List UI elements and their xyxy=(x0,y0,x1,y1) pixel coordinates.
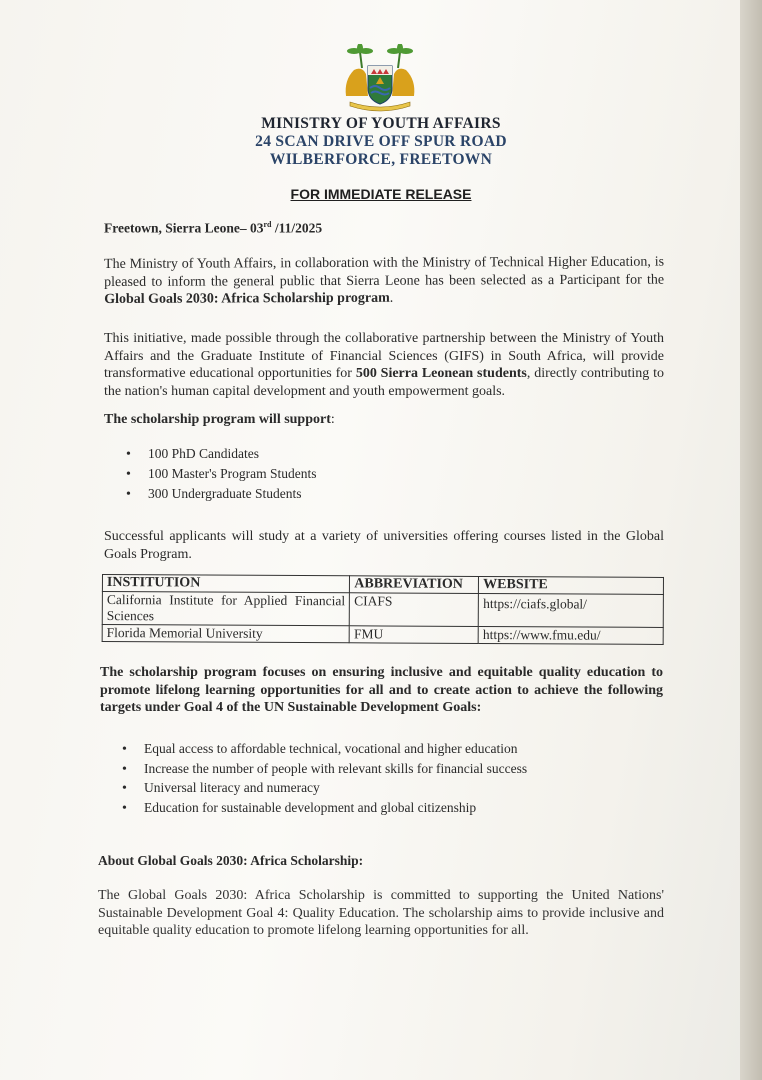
list-item-text: 100 PhD Candidates xyxy=(148,446,259,461)
institutions-table xyxy=(102,574,664,645)
list-item-text: Education for sustainable development and global citizenship xyxy=(144,799,477,815)
address-line-1: 24 SCAN DRIVE OFF SPUR ROAD xyxy=(255,133,507,150)
partnership-end: , directly contributing to the nation's human capital development and youth empowerment goals. xyxy=(104,366,665,399)
dateline xyxy=(104,220,322,237)
about-paragraph: The Global Goals 2030: Africa Scholarship is committed to supporting the United Nations' Sustainable Development Goal 4: Quality Education. The scholarship aims to provide inclusive and equitable quality education to promote lifelong learning opportunities for all. xyxy=(98,888,664,938)
list-item xyxy=(122,740,527,760)
column-header-abbreviation: ABBREVIATION xyxy=(350,576,479,594)
release-label: FOR IMMEDIATE RELEASE xyxy=(290,186,472,202)
list-item xyxy=(122,779,527,799)
list-item-text: Equal access to affordable technical, vocational and higher education xyxy=(144,741,518,756)
table-header-row xyxy=(102,575,663,595)
abbreviation-cell: CIAFS xyxy=(350,593,479,627)
table-row xyxy=(102,625,663,645)
dateline-ordinal: rd xyxy=(263,220,272,229)
table-row xyxy=(102,592,663,628)
list-item xyxy=(126,464,317,484)
address-line-2: WILBERFORCE, FREETOWN xyxy=(269,151,493,168)
abbreviation-cell: FMU xyxy=(349,626,478,644)
support-colon: : xyxy=(330,412,335,427)
partnership-paragraph xyxy=(104,330,664,400)
column-header-website: WEBSITE xyxy=(479,576,664,594)
intro-paragraph xyxy=(104,254,664,309)
list-item xyxy=(126,444,317,464)
support-heading-text: The scholarship program will support xyxy=(104,412,331,427)
list-item-text: 300 Undergraduate Students xyxy=(148,486,302,501)
list-item-text: Increase the number of people with relevant skills for financial success xyxy=(144,760,528,776)
dateline-suffix: /11/2025 xyxy=(271,220,323,236)
focus-paragraph: The scholarship program focuses on ensuring inclusive and equitable quality education to promote lifelong learning opportunities for all and to create action to achieve the following targets under Goal 4 of the UN Sustainable Development Goals: xyxy=(100,665,663,715)
student-count: 500 Sierra Leonean students xyxy=(355,366,527,381)
list-item xyxy=(122,799,527,819)
program-name: Global Goals 2030: Africa Scholarship program xyxy=(104,290,390,307)
about-heading: About Global Goals 2030: Africa Scholarship: xyxy=(98,853,364,868)
page-edge-shadow xyxy=(740,0,762,1080)
release-heading xyxy=(0,186,762,202)
partnership-text: This initiative, made possible through the collaborative partnership between the Ministry of Youth Affairs and the Graduate Institute of Financial Sciences (GIFS) in South Africa, will provide transformative educational opportunities for xyxy=(104,331,664,381)
list-item-text: 100 Master's Program Students xyxy=(148,466,317,481)
institution-cell: California Institute for Applied Financial Sciences xyxy=(102,592,349,626)
institution-cell: Florida Memorial University xyxy=(102,625,349,643)
support-list xyxy=(126,444,317,504)
list-item xyxy=(122,760,527,780)
coat-of-arms-icon xyxy=(340,44,420,112)
dateline-prefix: Freetown, Sierra Leone– 03 xyxy=(104,220,264,236)
intro-end: . xyxy=(389,290,394,306)
list-item-text: Universal literacy and numeracy xyxy=(144,780,320,795)
website-cell: https://ciafs.global/ xyxy=(478,593,663,627)
intro-text: The Ministry of Youth Affairs, in collaboration with the Ministry of Technical Higher Education, is pleased to inform the general public that Sierra Leone has been selected as a Participant for the xyxy=(104,254,665,290)
column-header-institution: INSTITUTION xyxy=(102,575,349,593)
ministry-name: MINISTRY OF YOUTH AFFAIRS xyxy=(261,115,501,132)
targets-list xyxy=(122,740,527,818)
website-cell: https://www.fmu.edu/ xyxy=(478,626,663,644)
support-heading xyxy=(104,412,335,428)
list-item xyxy=(126,484,317,504)
universities-paragraph: Successful applicants will study at a variety of universities offering courses listed in the Global Goals Program. xyxy=(104,529,664,562)
